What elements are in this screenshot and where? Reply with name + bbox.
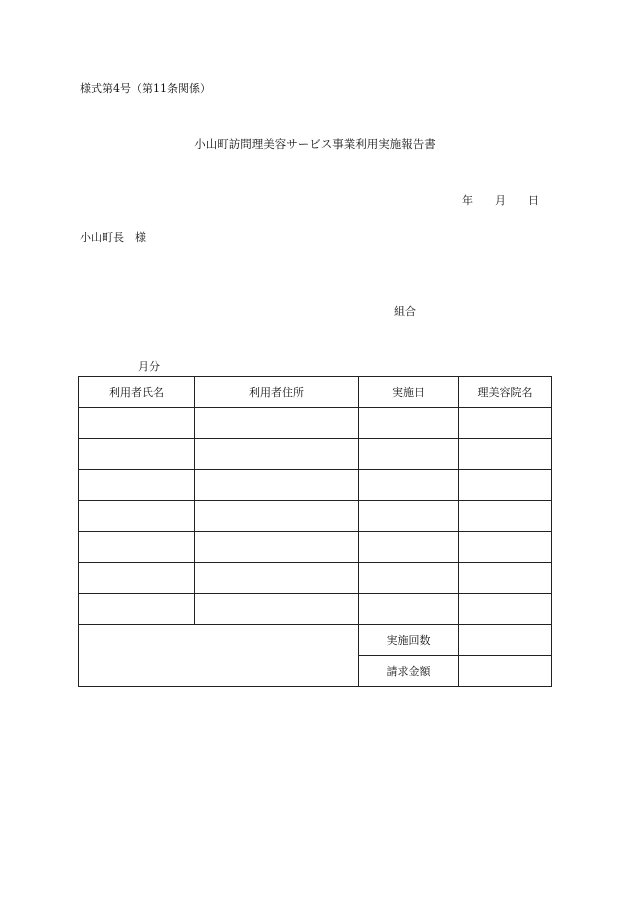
table-row: [79, 563, 552, 594]
user-name-cell[interactable]: [79, 439, 195, 470]
user-name-cell[interactable]: [79, 563, 195, 594]
table-header-row: [79, 377, 552, 408]
day-label: 日: [528, 194, 539, 207]
service-date-cell[interactable]: [359, 563, 459, 594]
salon-name-cell[interactable]: [459, 563, 552, 594]
table-row: [79, 408, 552, 439]
user-address-cell[interactable]: [195, 470, 359, 501]
service-date-cell[interactable]: [359, 594, 459, 625]
user-name-cell[interactable]: [79, 594, 195, 625]
year-label: 年: [462, 194, 473, 207]
user-address-cell[interactable]: [195, 408, 359, 439]
service-date-cell[interactable]: [359, 532, 459, 563]
service-date-cell[interactable]: [359, 408, 459, 439]
user-name-cell[interactable]: [79, 408, 195, 439]
user-name-cell[interactable]: [79, 470, 195, 501]
document-title: 小山町訪問理美容サービス事業利用実施報告書: [194, 137, 436, 151]
form-number: 様式第4号（第11条関係）: [80, 82, 211, 95]
table-row: [79, 594, 552, 625]
salon-name-cell[interactable]: [459, 594, 552, 625]
organization-label: 組合: [394, 305, 416, 318]
column-header-user-address: 利用者住所: [195, 377, 359, 408]
table-row: [79, 470, 552, 501]
user-address-cell[interactable]: [195, 501, 359, 532]
user-address-cell[interactable]: [195, 532, 359, 563]
column-header-user-name: 利用者氏名: [79, 377, 195, 408]
table-body: [79, 408, 552, 625]
service-date-cell[interactable]: [359, 470, 459, 501]
column-header-salon-name: 理美容院名: [459, 377, 552, 408]
service-count-value[interactable]: [459, 625, 552, 656]
month-period-label: 月分: [138, 360, 160, 373]
user-name-cell[interactable]: [79, 532, 195, 563]
salon-name-cell[interactable]: [459, 439, 552, 470]
addressee: 小山町長 様: [80, 231, 146, 244]
summary-row-count: [79, 625, 552, 656]
service-date-cell[interactable]: [359, 439, 459, 470]
service-count-label: 実施回数: [359, 625, 459, 656]
salon-name-cell[interactable]: [459, 532, 552, 563]
report-table: [78, 376, 552, 687]
salon-name-cell[interactable]: [459, 470, 552, 501]
service-date-cell[interactable]: [359, 501, 459, 532]
user-name-cell[interactable]: [79, 501, 195, 532]
table-row: [79, 439, 552, 470]
table-row: [79, 501, 552, 532]
date-line: [462, 195, 539, 206]
column-header-service-date: 実施日: [359, 377, 459, 408]
billing-amount-label: 請求金額: [359, 656, 459, 687]
user-address-cell[interactable]: [195, 439, 359, 470]
month-label: 月: [495, 194, 506, 207]
user-address-cell[interactable]: [195, 594, 359, 625]
salon-name-cell[interactable]: [459, 501, 552, 532]
billing-amount-value[interactable]: [459, 656, 552, 687]
salon-name-cell[interactable]: [459, 408, 552, 439]
user-address-cell[interactable]: [195, 563, 359, 594]
summary-blank-cell: [79, 625, 359, 687]
table-row: [79, 532, 552, 563]
